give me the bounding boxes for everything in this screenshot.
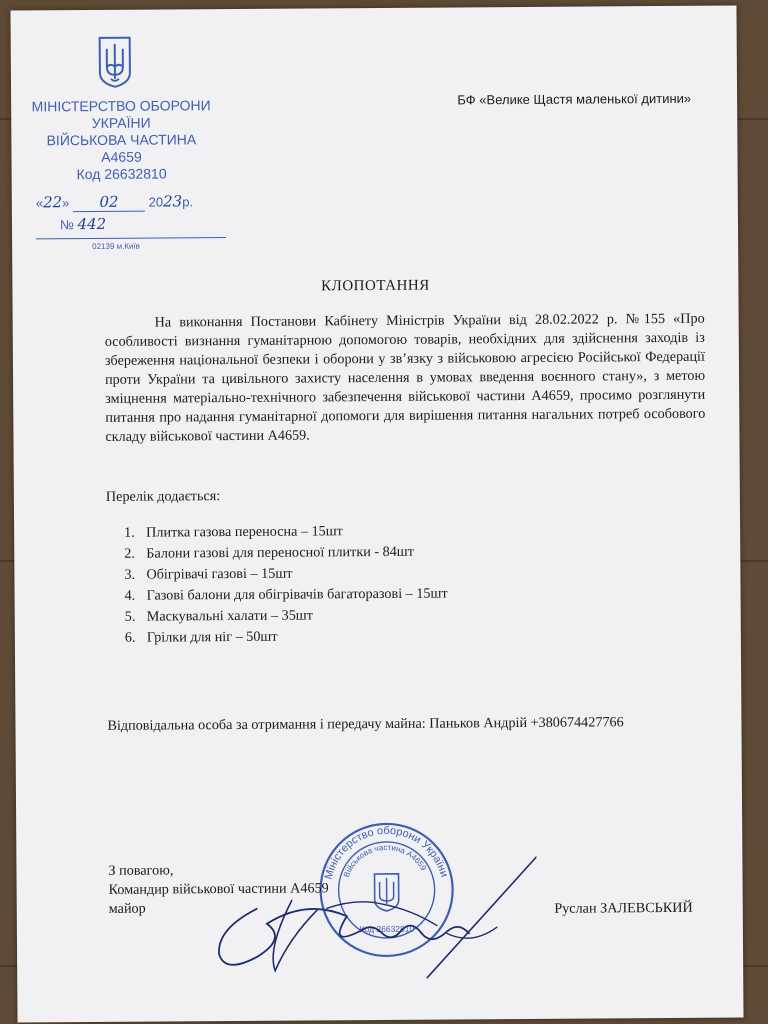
- stamp-line: А4659: [101, 148, 142, 165]
- list-item: [124, 521, 447, 544]
- date-close-quote: »: [62, 195, 70, 211]
- date-month: 02: [99, 192, 119, 211]
- body-paragraph: На виконання Постанови Кабінету Міністрів України від 28.02.2022 р. №155 «Про особливості визнання гуманітарною допомогою товарів, необхідних для здійснення заходів із збереження національної безпеки і оборони у зв’язку з військовою агресією Російської Федерації проти України та цивільного захисту населення в умовах введення воєнного стану», з метою зміцнення матеріально-технічного забезпечення військової частини А4659, просимо розглянути питання про надання гуманітарної допомоги для вирішення питання нагальних потреб особового складу військової частини А4659.: [104, 310, 706, 445]
- stamp-line: УКРАЇНИ: [91, 114, 151, 131]
- letter-sheet: [10, 5, 743, 1022]
- signatory-rank: майор: [108, 900, 146, 917]
- signatory-name: Руслан ЗАЛЕВСЬКИЙ: [554, 899, 693, 917]
- item-number: 6.: [124, 629, 136, 646]
- list-item: [124, 542, 447, 565]
- item-number: 3.: [124, 566, 136, 583]
- date-day: 22: [42, 193, 63, 212]
- item-text: Маскувальні халати – 35шт: [146, 607, 313, 625]
- list-intro: Перелік додається:: [105, 488, 221, 505]
- item-number: 2.: [124, 545, 135, 562]
- reg-label: №: [59, 217, 74, 233]
- date-year-prefix: 20: [148, 194, 164, 210]
- seal-code: Код 26632810: [359, 923, 415, 935]
- items-list: [124, 521, 448, 649]
- item-text: Обігрівачі газові – 15шт: [146, 565, 293, 583]
- item-number: 1.: [124, 524, 135, 541]
- list-item: [124, 563, 447, 586]
- stamp-address: 02139 м.Київ: [92, 241, 140, 251]
- ministry-stamp-text: [21, 97, 222, 183]
- stamp-registration: [60, 214, 210, 233]
- stamp-divider: [36, 237, 226, 239]
- item-text: Газові балони для обігрівачів багаторазові – 15шт: [146, 585, 448, 604]
- trident-emblem-icon: [97, 35, 133, 89]
- recipient: БФ «Велике Щастя маленької дитини»: [457, 90, 692, 108]
- responsible-person: Відповідальна особа за отримання і передачу майна: Паньков Андрій +380674427766: [107, 714, 624, 734]
- regards: З повагою,: [108, 862, 174, 879]
- document-title: КЛОПОТАННЯ: [321, 277, 430, 295]
- date-year-end: р.: [182, 194, 194, 210]
- handwritten-signature: [196, 837, 537, 989]
- signatory-position: Командир військової частини А4659: [108, 880, 329, 898]
- date-year-suffix: 23: [163, 192, 183, 211]
- stamp-line: МІНІСТЕРСТВО ОБОРОНИ: [31, 97, 211, 115]
- item-text: Балони газові для переносної плитки - 84шт: [146, 543, 414, 562]
- item-text: Грілки для ніг – 50шт: [146, 628, 278, 646]
- stamp-date: [36, 192, 226, 212]
- stamp-line: Код 26632810: [76, 165, 167, 183]
- item-text: Плитка газова переносна – 15шт: [146, 523, 343, 541]
- stamp-line: ВІЙСЬКОВА ЧАСТИНА: [46, 131, 197, 149]
- reg-number: 442: [77, 214, 107, 234]
- seal-outer-textpath: Міністерство оборони України: [322, 824, 451, 881]
- item-number: 4.: [124, 587, 136, 604]
- date-open-quote: «: [35, 195, 44, 211]
- corner-stamp: [10, 9, 242, 271]
- list-item: [124, 584, 447, 607]
- list-item: [125, 626, 448, 649]
- list-item: [125, 605, 448, 628]
- seal-inner-textpath: Військова частина А4659: [341, 842, 429, 879]
- item-number: 5.: [124, 608, 136, 625]
